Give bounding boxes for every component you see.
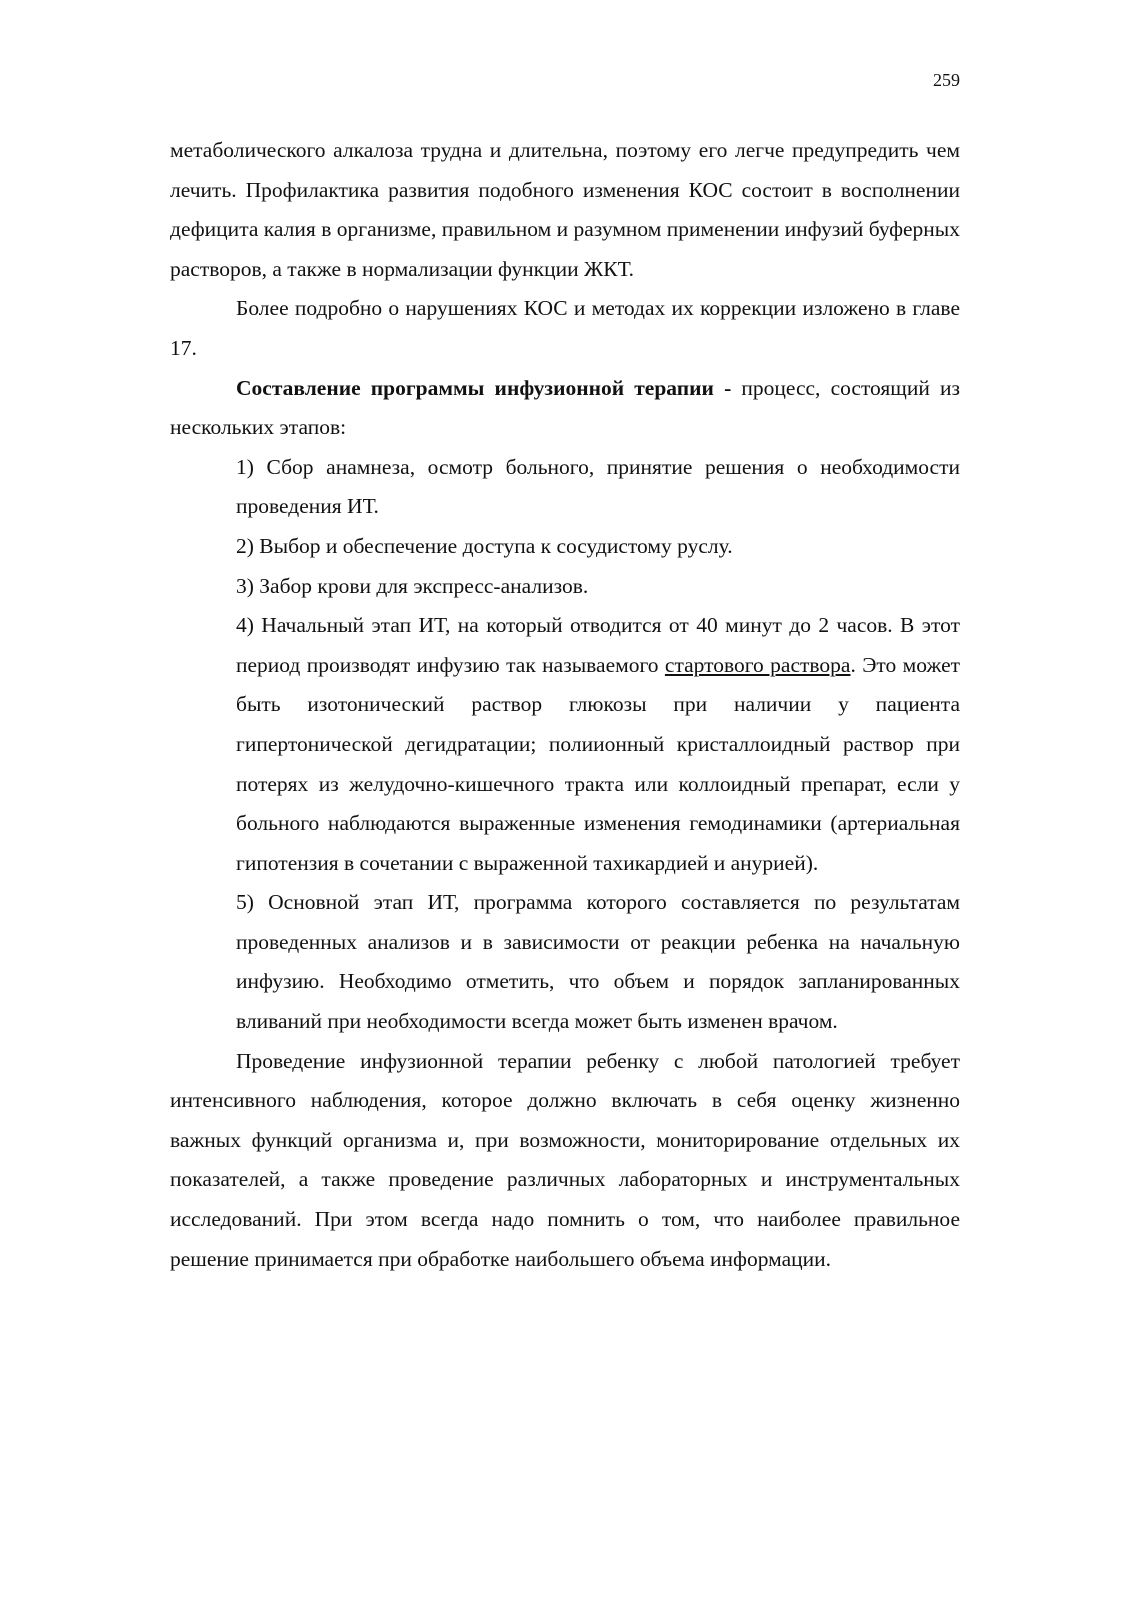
list-item-step-1: 1) Сбор анамнеза, осмотр больного, принятие решения о необходимости проведения ИТ. <box>236 454 960 519</box>
paragraph-alkalosis-prevention: метаболического алкалоза трудна и длительна, поэтому его легче предупредить чем лечить. Профилактика развития подобного изменения КОС состоит в восполнении дефицита калия в организме, правильном и разумном применении инфузий буферных растворов, а также в нормализации функции ЖКТ. <box>170 138 960 281</box>
page-number: 259 <box>933 70 960 90</box>
list-item-step-4 <box>236 606 960 883</box>
list-item-step-3: 3) Забор крови для экспресс-анализов. <box>236 573 589 598</box>
program-steps-list <box>170 448 960 1042</box>
list-item-step-2: 2) Выбор и обеспечение доступа к сосудистому руслу. <box>236 533 733 558</box>
step-4-text-after: . Это может быть изотонический раствор глюкозы при наличии у пациента гипертонической дегидратации; полиионный кристаллоидный раствор при потерях из желудочно-кишечного тракта или коллоидный препарат, если у больного наблюдаются выраженные изменения гемодинамики (артериальная гипотензия в сочетании с выраженной тахикардией и анурией). <box>236 652 961 875</box>
starting-solution-term: стартового раствора <box>664 652 851 677</box>
program-intro-text: процесс, состоящий из нескольких этапов: <box>170 375 960 440</box>
paragraph-kos-reference: Более подробно о нарушениях КОС и методах их коррекции изложено в главе 17. <box>170 296 960 360</box>
paragraph-program-intro <box>170 369 960 448</box>
paragraph-monitoring: Проведение инфузионной терапии ребенку с любой патологией требует интенсивного наблюдения, которое должно включать в себя оценку жизненно важных функций организма и, при возможности, мониторирование отдельных их показателей, а также проведение различных лабораторных и инструментальных исследований. При этом всегда надо помнить о том, что наиболее правильное решение принимается при обработке наибольшего объема информации. <box>170 1048 960 1271</box>
program-heading: Составление программы инфузионной терапии - <box>236 375 732 400</box>
list-item-step-5: 5) Основной этап ИТ, программа которого составляется по результатам проведенных анализов и в зависимости от реакции ребенка на начальную инфузию. Необходимо отметить, что объем и порядок запланированных вливаний при необходимости всегда может быть изменен врачом. <box>236 890 960 1034</box>
step-4-text-before: 4) Начальный этап ИТ, на который отводится от 40 минут до 2 часов. В этот период производят инфузию так называемого <box>236 613 960 677</box>
page-body <box>170 131 960 1279</box>
